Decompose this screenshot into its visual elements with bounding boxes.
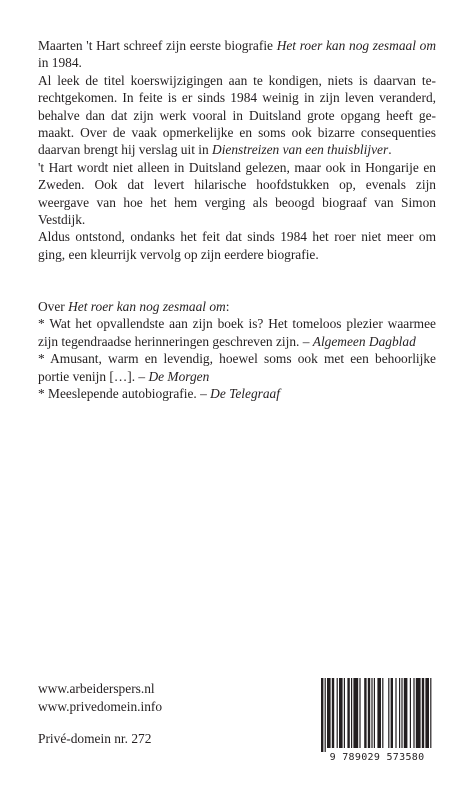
barcode-bar	[353, 678, 358, 748]
book-title: Dienstreizen van een thuisblijver	[212, 142, 389, 158]
review-quote-2	[38, 350, 436, 385]
blurb-p1-end: in 1984.	[38, 55, 82, 71]
reviews-intro	[38, 298, 436, 315]
reviews-intro-colon: :	[225, 299, 230, 314]
series-url[interactable]: www.privedomein.info	[38, 699, 163, 714]
blurb-p2-text: Al leek de titel koerswijzigingen aan te kondigen, niets is daarvan terechtgekomen. In feite is er sinds 1984 weinig in zijn leven veranderd, behalve dan dat zijn werk vooral in Duitsland grote opgang heeft gemaakt. Over de vaak opmerkelijke en soms ook bizarre consequenties daarvan brengt hij verslag uit in	[38, 72, 436, 158]
barcode-bar	[351, 678, 352, 748]
barcode-bar	[371, 678, 372, 748]
barcode-bar	[399, 678, 400, 748]
publisher-footer	[38, 680, 162, 748]
review-source: De Morgen	[148, 368, 210, 384]
publisher-url[interactable]: www.arbeiderspers.nl	[38, 681, 155, 696]
barcode-bar	[425, 678, 429, 748]
reviews-intro-text: Over	[38, 299, 69, 314]
barcode-bars	[320, 678, 434, 752]
barcode-bar	[359, 678, 360, 748]
blurb-paragraph-1	[38, 37, 436, 72]
barcode-bar	[401, 678, 402, 748]
barcode-bar	[377, 678, 381, 748]
isbn-barcode	[320, 678, 434, 754]
barcode-bar	[410, 678, 411, 748]
review-text: * Wat het opvallendste aan zijn boek is? Het tomeloos plezier waarmee zijn tegendraadse herinneringen geschreven zijn. –	[38, 316, 436, 349]
blurb	[38, 37, 436, 263]
review-source: De Telegraaf	[210, 386, 280, 402]
review-source: Algemeen Dagblad	[312, 333, 416, 349]
isbn-number: 9 789029 573580	[329, 752, 425, 763]
barcode-bar	[388, 678, 389, 748]
series-number: Privé-domein nr. 272	[38, 731, 152, 746]
barcode-bar	[430, 678, 431, 748]
reviews	[38, 298, 436, 402]
barcode-bar	[416, 678, 421, 748]
barcode-bar	[368, 678, 370, 748]
review-text: * Amusant, warm en levendig, hoewel soms ook met een behoorlijke portie venijn […]. –	[38, 351, 436, 384]
barcode-bar	[364, 678, 366, 748]
blurb-paragraph-2	[38, 72, 436, 159]
review-quote-1	[38, 315, 436, 350]
barcode-bar	[327, 678, 331, 748]
barcode-bar	[374, 678, 375, 748]
blurb-paragraph-4: Aldus ontstond, ondanks het feit dat sinds 1984 het roer niet meer om ging, een kleurrijk vervolg op zijn eerdere biografie.	[38, 229, 436, 262]
barcode-bar	[382, 678, 383, 748]
barcode-bar	[404, 678, 408, 748]
barcode-bar	[391, 678, 393, 748]
barcode-bar	[337, 678, 338, 748]
blurb-p1-text: Maarten 't Hart schreef zijn eerste biografie	[38, 38, 277, 53]
barcode-bar	[413, 678, 414, 748]
barcode-bar	[344, 678, 345, 748]
barcode-bar	[325, 678, 326, 752]
blurb-p2-end: .	[388, 142, 392, 158]
book-title-reference: Het roer kan nog zesmaal om	[276, 38, 436, 53]
barcode-bar	[321, 678, 323, 752]
blurb-paragraph-3: 't Hart wordt niet alleen in Duitsland gelezen, maar ook in Hongarije en Zweden. Ook dat levert hilarische hoofdstukken op, evenals zijn weergave van hoe het hem verging als beoogd biograaf van Simon Vestdijk.	[38, 159, 436, 228]
review-text: * Meeslepende autobiografie. –	[38, 386, 211, 402]
barcode-bar	[332, 678, 334, 748]
barcode-bar	[347, 678, 349, 748]
barcode-bar	[422, 678, 424, 748]
review-quote-3	[38, 385, 436, 402]
barcode-bar	[339, 678, 343, 748]
reviewed-book-title: Het roer kan nog zesmaal om	[68, 299, 226, 314]
barcode-bar	[395, 678, 396, 748]
